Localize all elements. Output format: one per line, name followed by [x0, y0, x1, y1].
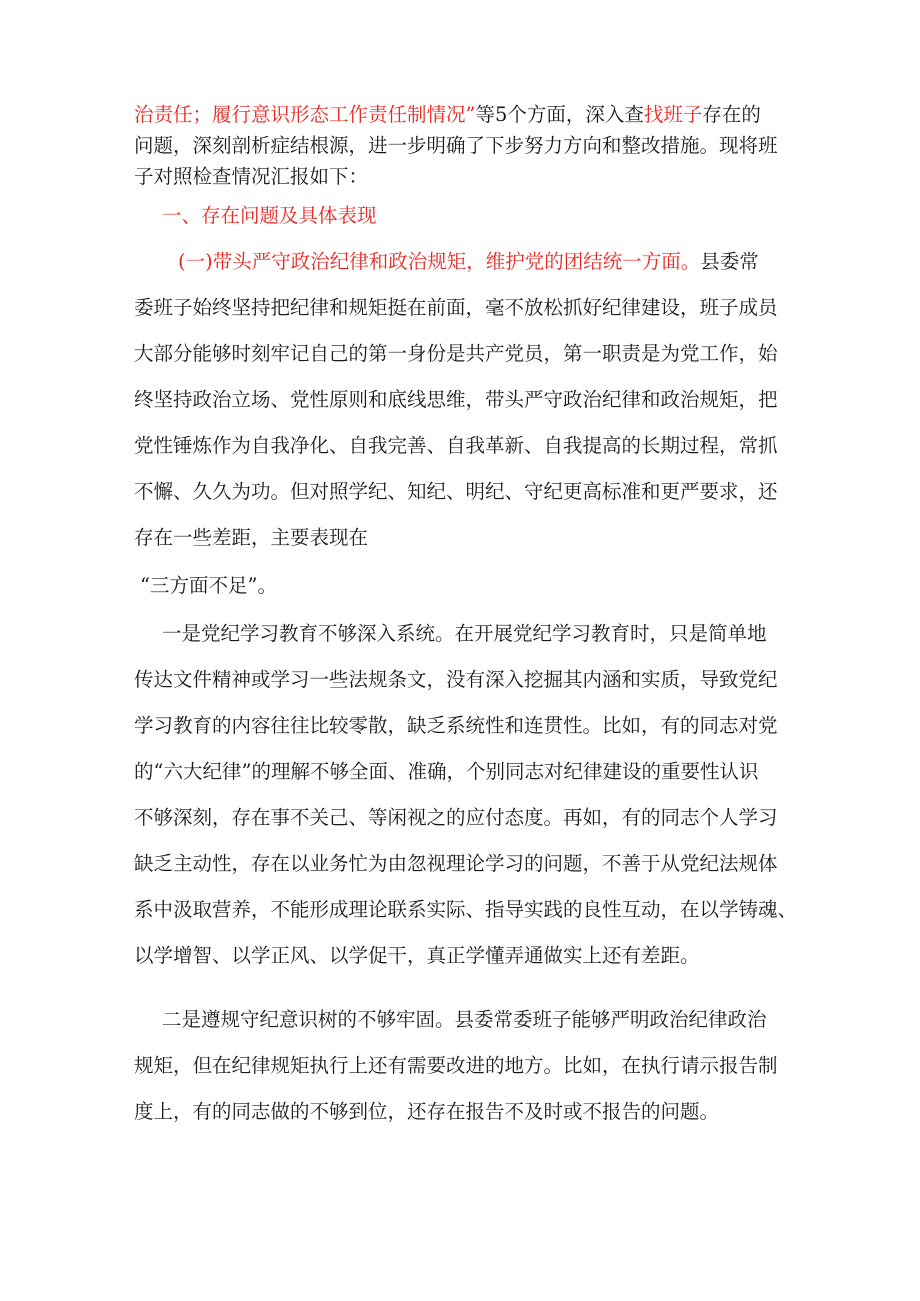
subsection-line: “三方面不足”。: [140, 574, 277, 597]
point1-line: 的“六大纪律”的理解不够全面、准确，个别同志对纪律建设的重要性认识: [134, 760, 759, 783]
point1-line: 学习教育的内容往往比较零散，缺乏系统性和连贯性。比如，有的同志对党: [134, 714, 778, 737]
point1-line: 一是党纪学习教育不够深入系统。在开展党纪学习教育时，只是简单地: [162, 622, 767, 645]
subsection-line-1-tail: 县委常: [700, 250, 759, 273]
point1-line: 不够深刻，存在事不关己、等闲视之的应付态度。再如，有的同志个人学习: [134, 806, 778, 829]
intro-text-a: 等5个方面，深入查: [475, 103, 644, 126]
intro-red-text-b: 找班子: [643, 103, 703, 126]
point2-line: 度上，有的同志做的不够到位，还存在报告不及时或不报告的问题。: [134, 1100, 720, 1123]
point1-line: 缺乏主动性，存在以业务忙为由忽视理论学习的问题，不善于从党纪法规体: [134, 852, 778, 875]
intro-red-text: 治责任；履行意识形态工作责任制情况”: [134, 103, 476, 126]
subsection-heading: (一)带头严守政治纪律和政治规矩，维护党的团结统一方面。: [178, 250, 701, 273]
subsection-line: 党性锤炼作为自我净化、自我完善、自我革新、自我提高的长期过程，常抓: [134, 434, 778, 457]
section-heading: 一、存在问题及具体表现: [162, 204, 377, 227]
point1-line: 以学增智、以学正风、以学促干，真正学懂弄通做实上还有差距。: [134, 944, 700, 967]
subsection-line: 大部分能够时刻牢记自己的第一身份是共产党员，第一职责是为党工作，始: [134, 342, 778, 365]
point1-line: 传达文件精神或学习一些法规条文，没有深入挖掘其内涵和实质，导致党纪: [134, 668, 778, 691]
subsection-line: 终坚持政治立场、党性原则和底线思维，带头严守政治纪律和政治规矩，把: [134, 388, 778, 411]
intro-line-2: 问题，深刻剖析症结根源，进一步明确了下步努力方向和整改措施。现将班: [134, 134, 778, 157]
subsection-line: 存在一些差距，主要表现在: [134, 526, 369, 549]
intro-line-3: 子对照检查情况汇报如下：: [134, 165, 369, 188]
subsection-line: 委班子始终坚持把纪律和规矩挺在前面，毫不放松抓好纪律建设，班子成员: [134, 296, 778, 319]
point2-line: 规矩，但在纪律规矩执行上还有需要改进的地方。比如，在执行请示报告制: [134, 1054, 778, 1077]
point2-line: 二是遵规守纪意识树的不够牢固。县委常委班子能够严明政治纪律政治: [162, 1008, 767, 1031]
intro-line-1: [134, 103, 761, 127]
intro-text-b: 存在的: [702, 103, 761, 126]
point1-line: 系中汲取营养，不能形成理论联系实际、指导实践的良性互动，在以学铸魂、: [134, 898, 798, 921]
subsection-line: 不懈、久久为功。但对照学纪、知纪、明纪、守纪更高标准和更严要求，还: [134, 480, 778, 503]
subsection-first-line: [178, 250, 759, 274]
